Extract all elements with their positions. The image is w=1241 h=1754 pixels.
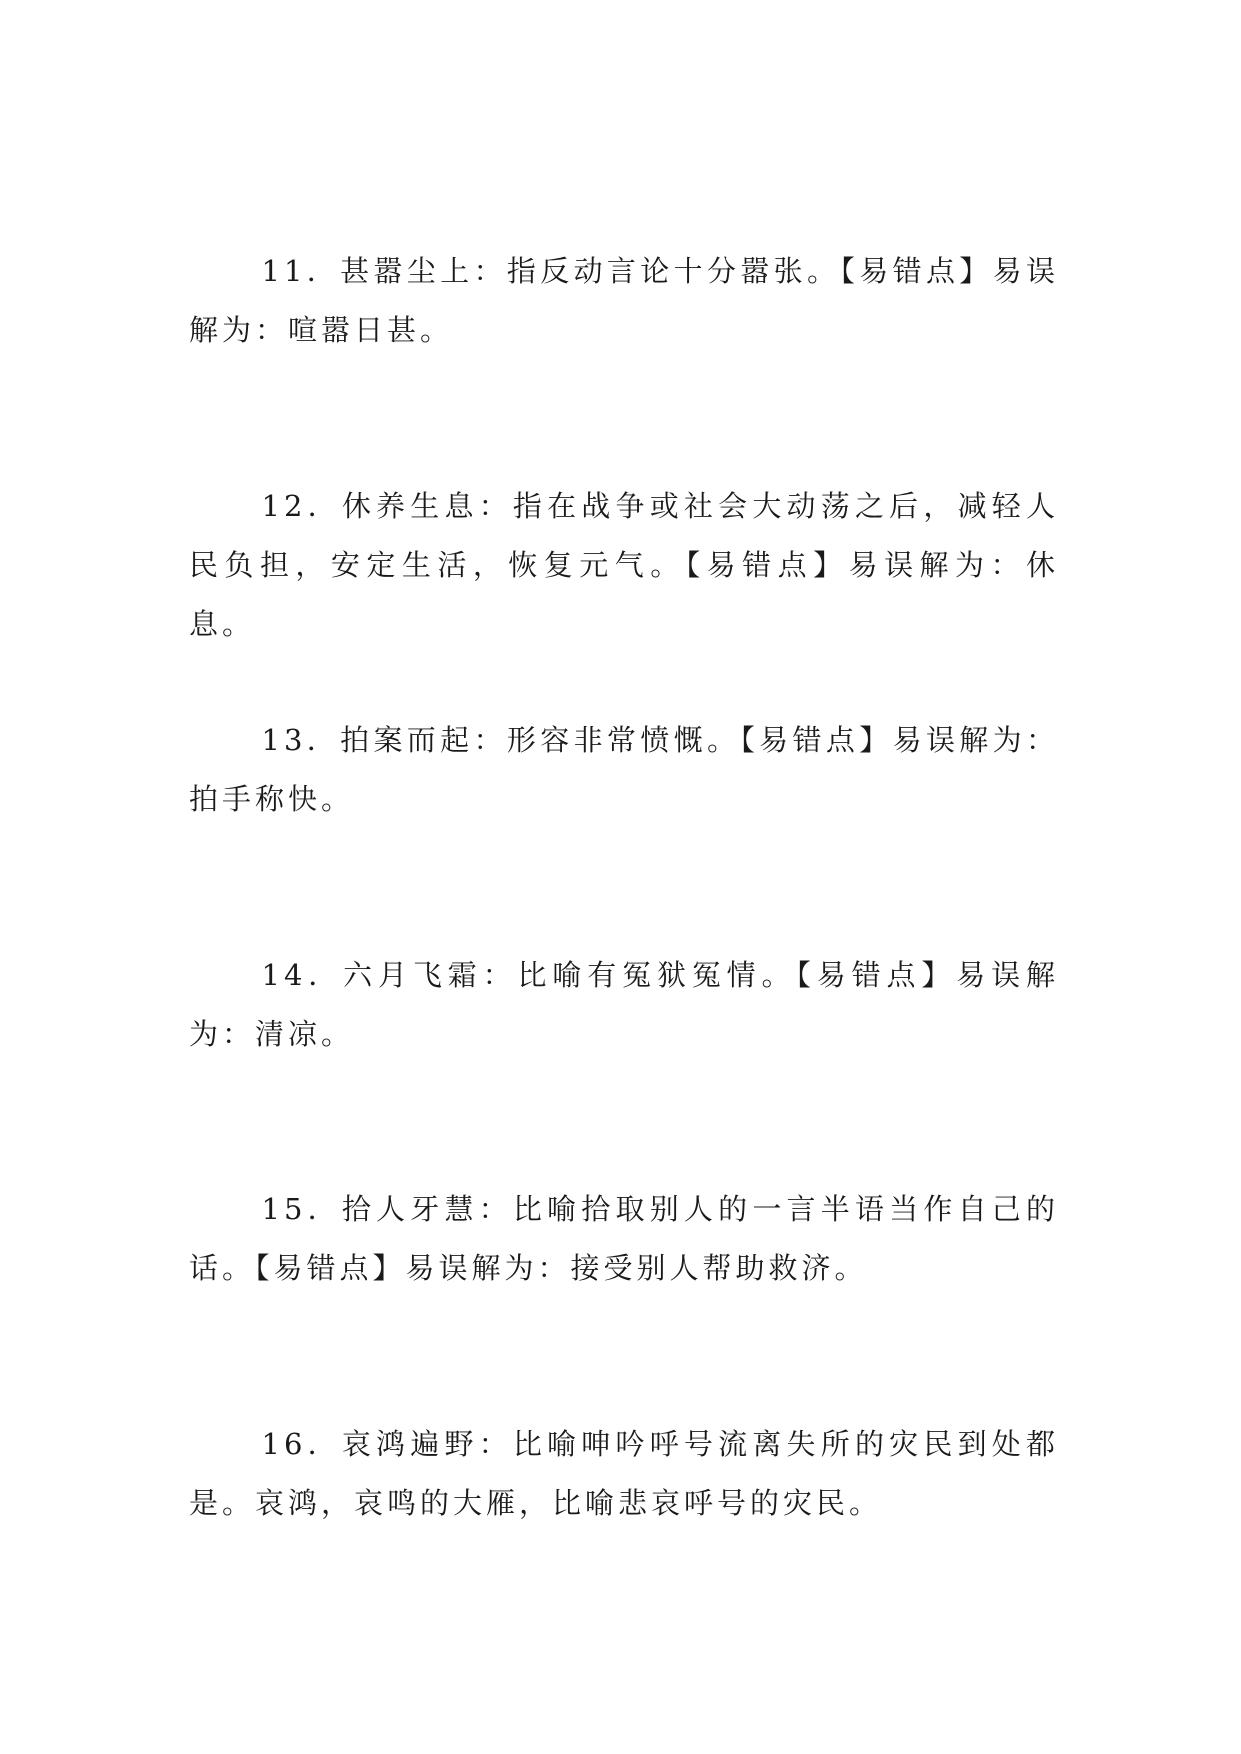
idiom-entry-16: 16．哀鸿遍野：比喻呻吟呼号流离失所的灾民到处都是。哀鸿，哀鸣的大雁，比喻悲哀呼号的灾民。: [189, 1427, 1059, 1520]
idiom-entry-11: 11．甚嚣尘上：指反动言论十分嚣张。【易错点】易误解为：喧嚣日甚。: [189, 254, 1059, 347]
idiom-entry-13: 13．拍案而起：形容非常愤慨。【易错点】易误解为：拍手称快。: [189, 723, 1059, 816]
idiom-entry-15: 15．拾人牙慧：比喻拾取别人的一言半语当作自己的话。【易错点】易误解为：接受别人帮助救济。: [189, 1192, 1059, 1285]
idiom-entry-14: 14．六月飞霜：比喻有冤狱冤情。【易错点】易误解为：清凉。: [189, 958, 1059, 1051]
idiom-entry-12: 12．休养生息：指在战争或社会大动荡之后，减轻人民负担，安定生活，恢复元气。【易错点】易误解为：休息。: [189, 489, 1059, 641]
